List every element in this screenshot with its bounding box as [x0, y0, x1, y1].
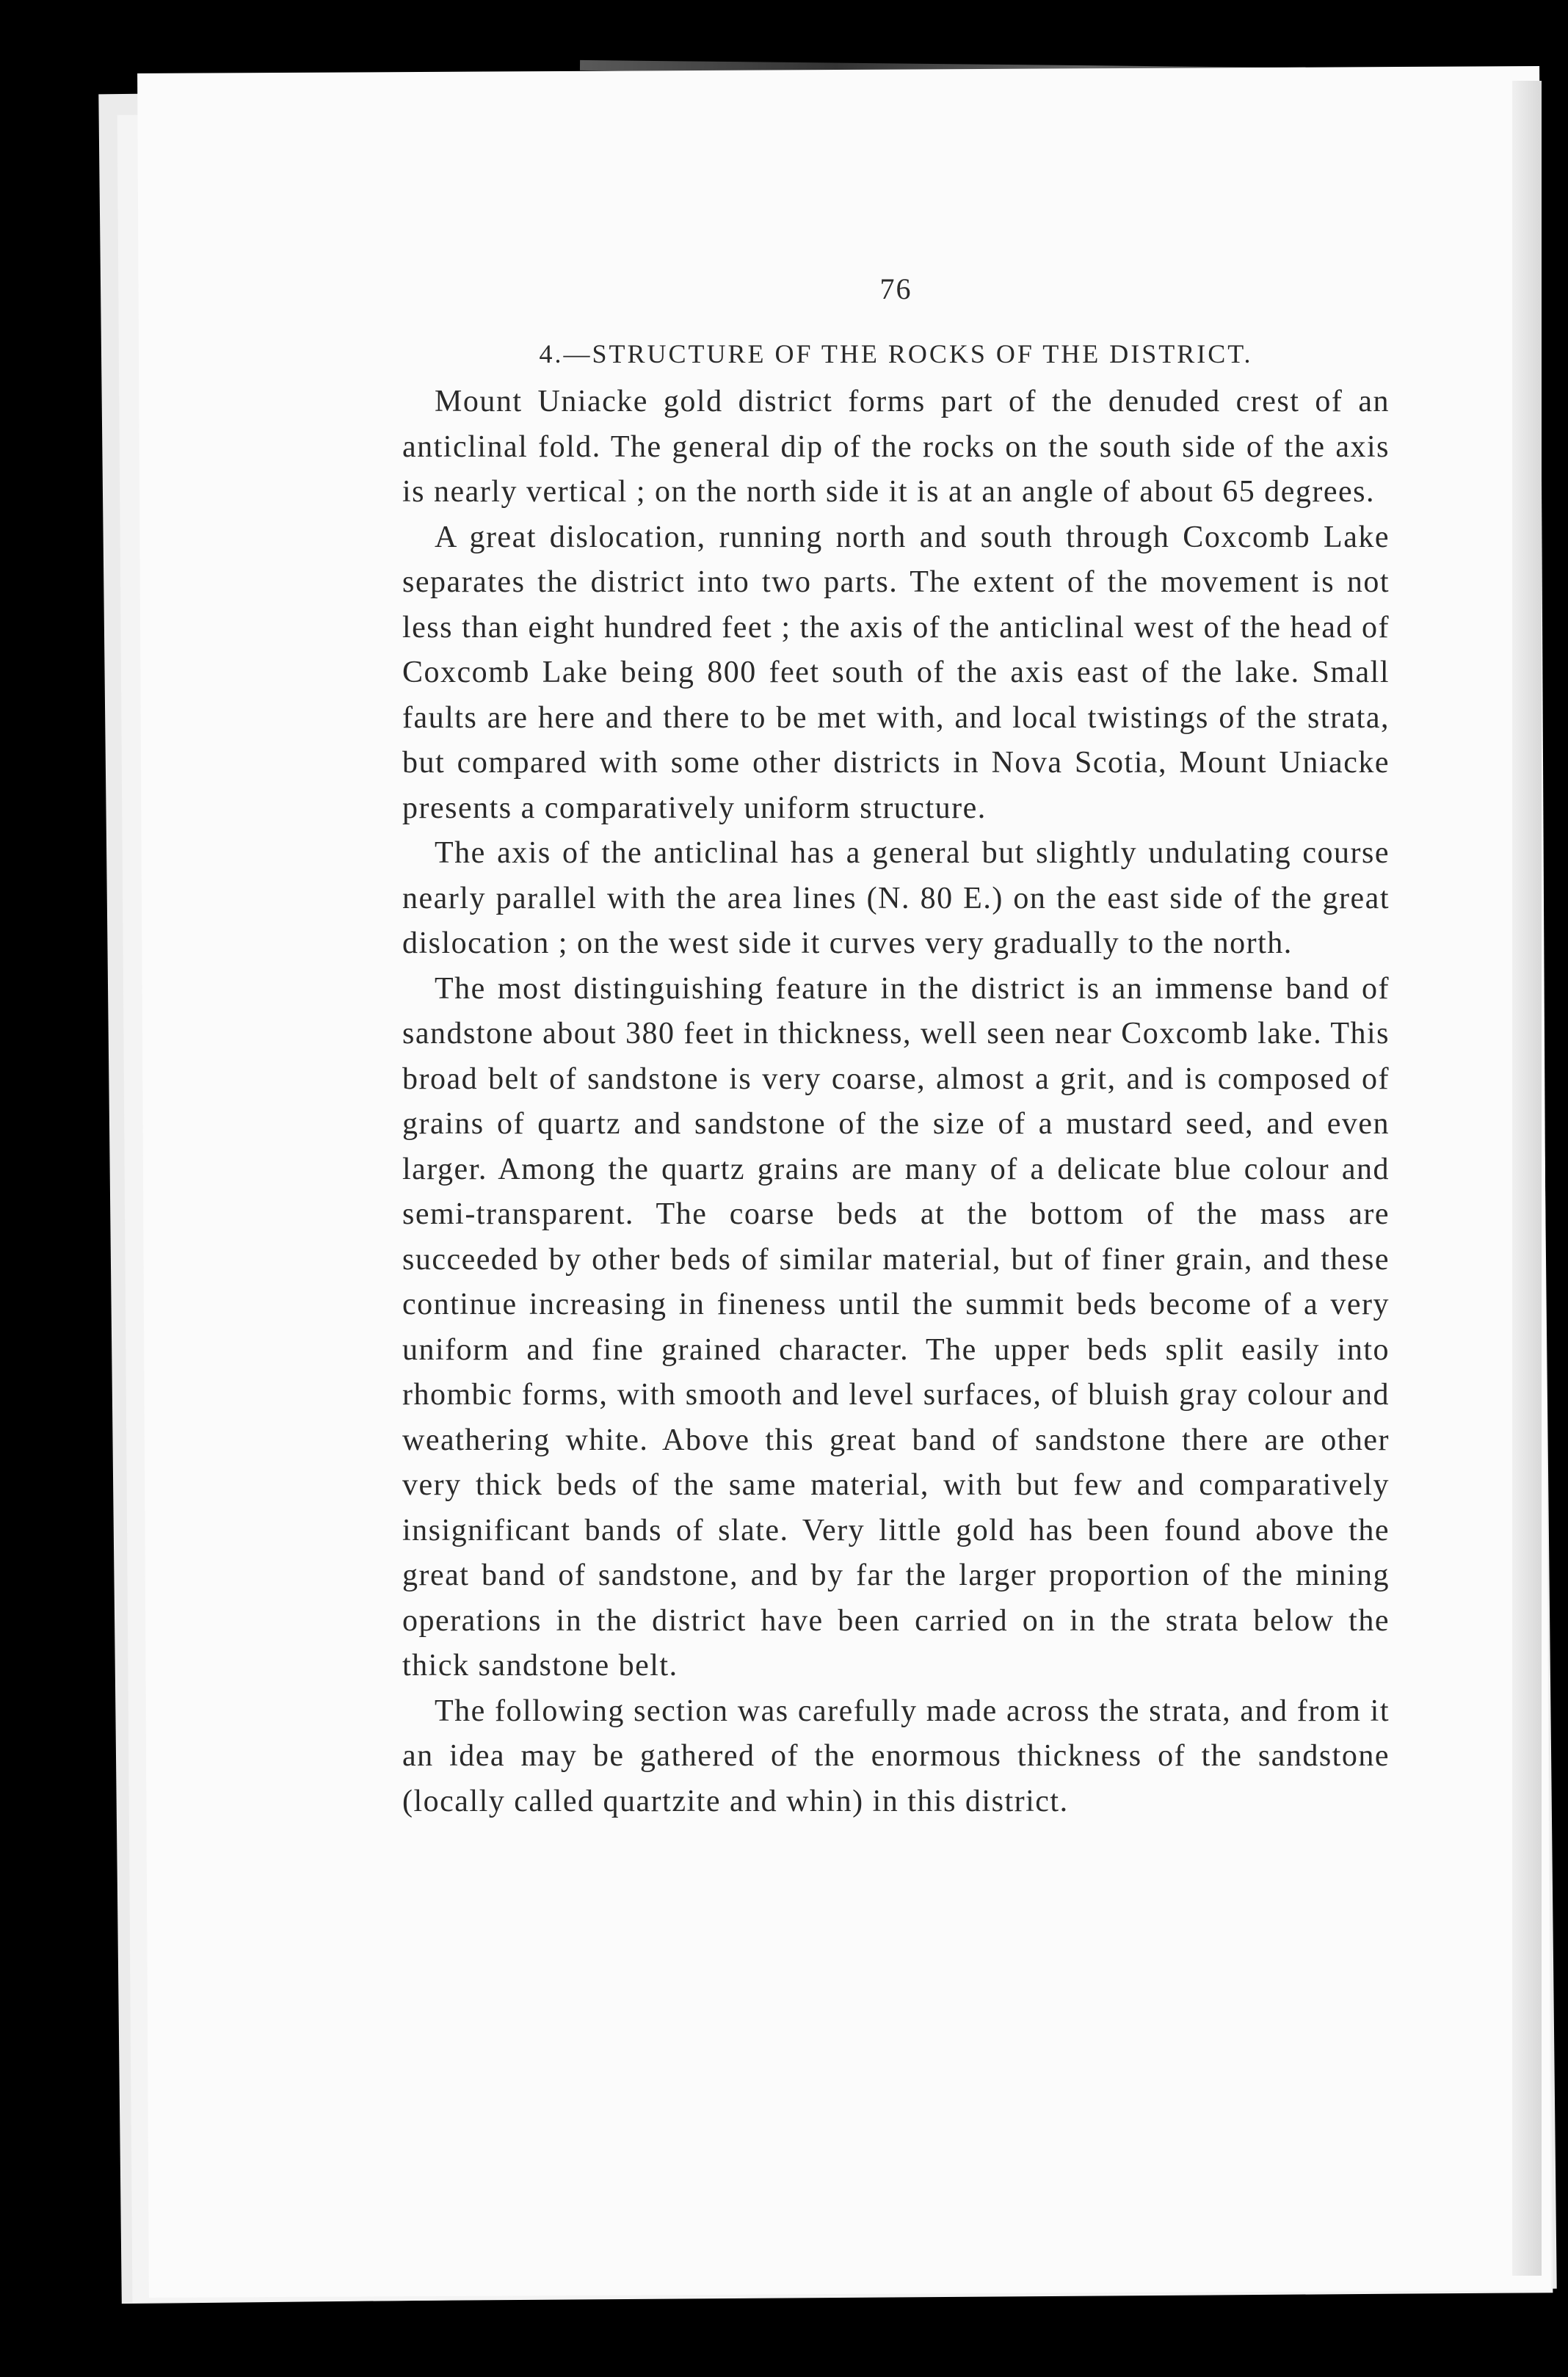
- paragraph: Mount Uniacke gold district forms part of the denuded crest of an anticlinal fold. The general dip of the rocks on the south side of the axis is nearly vertical ; on the north side it is at an angle of about 65 degrees.: [402, 385, 1390, 509]
- paragraph: The following section was carefully made across the strata, and from it an idea may be gathered of the enormous thickness of the sandstone (locally called quartzite and whin) in this district.: [402, 1694, 1390, 1818]
- paragraph: The most distinguishing feature in the district is an immense band of sandstone about 380 feet in thickness, well seen near Coxcomb lake. This broad belt of sandstone is very coarse, almost a grit, and is composed of grains of quartz and sandstone of the size of a mustard seed, and even larger. Among the quartz grains are many of a delicate blue colour and semi-transparent. The coarse beds at the bottom of the mass are succeeded by other beds of similar material, but of finer grain, and these continue increasing in fineness until the summit beds become of a very uniform and fine grained character. The upper beds split easily into rhombic forms, with smooth and level surfaces, of bluish gray colour and weathering white. Above this great band of sandstone there are other very thick beds of the same material, with but few and comparatively insignificant bands of slate. Very little gold has been found above the great band of sandstone, and by far the larger proportion of the mining operations in the district have been carried on in the strata below the thick sandstone belt.: [402, 971, 1390, 1683]
- paragraph: The axis of the anticlinal has a general but slightly undulating course nearly parallel with the area lines (N. 80 E.) on the east side of the great dislocation ; on the west side it curves very gradually to the north.: [402, 836, 1390, 960]
- page-fold-shadow: [1512, 81, 1542, 2276]
- page-number: 76: [879, 272, 912, 305]
- page-content: [402, 272, 1390, 1824]
- paragraph: A great dislocation, running north and south through Coxcomb Lake separates the district into two parts. The extent of the movement is not less than eight hundred feet ; the axis of the anticlinal west of the head of Coxcomb Lake being 800 feet south of the axis east of the lake. Small faults are here and there to be met with, and local twistings of the strata, but compared with some other districts in Nova Scotia, Mount Uniacke presents a comparatively uniform structure.: [402, 520, 1390, 825]
- section-heading: 4.—STRUCTURE OF THE ROCKS OF THE DISTRICT.: [539, 339, 1253, 369]
